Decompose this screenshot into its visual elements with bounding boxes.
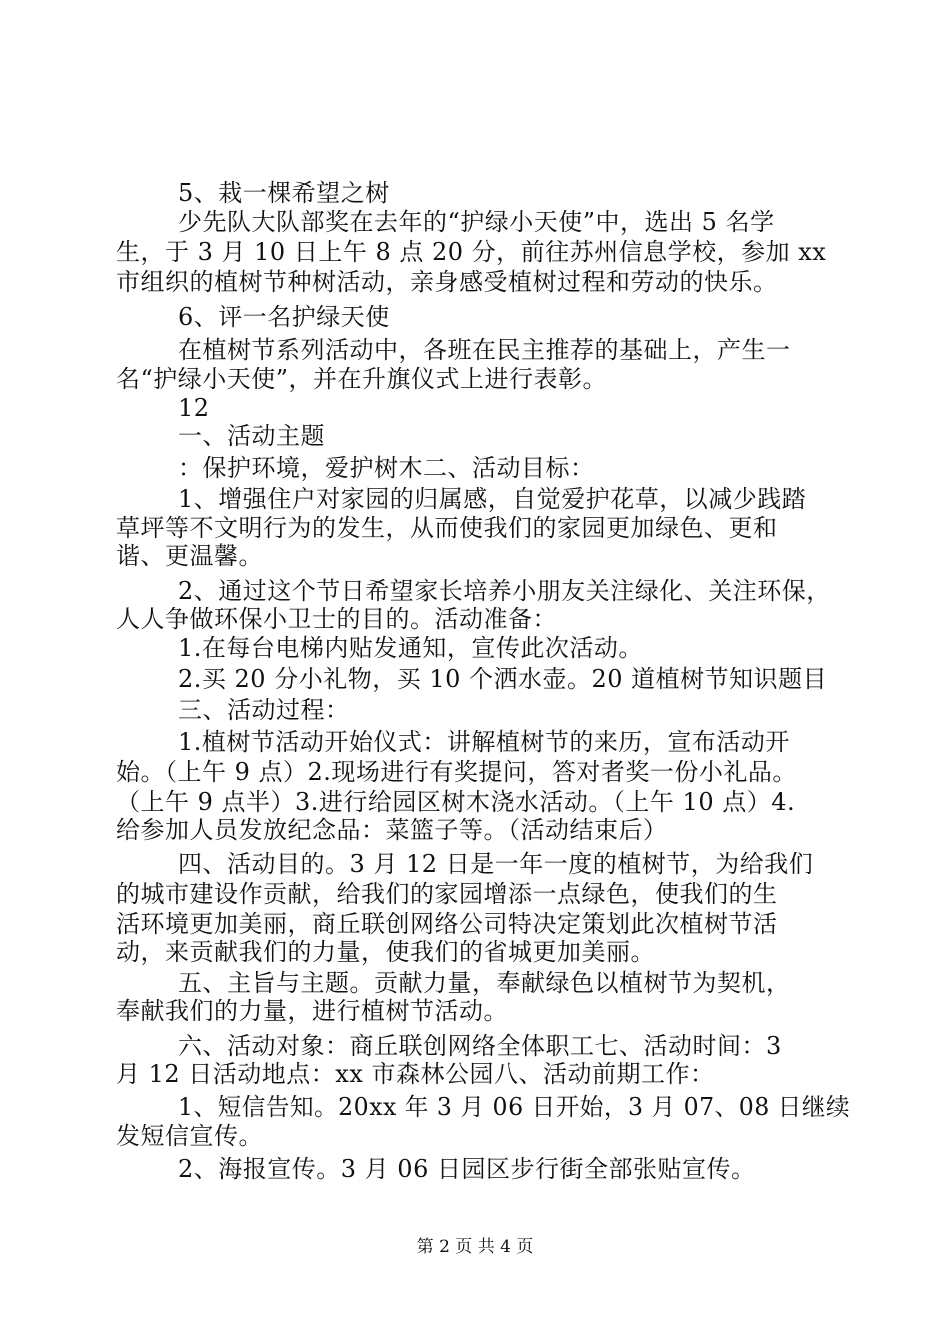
text-line: 1、增强住户对家园的归属感，自觉爱护花草，以减少践踏 [178, 485, 807, 513]
text-line: 草坪等不文明行为的发生，从而使我们的家园更加绿色、更和 [116, 514, 778, 542]
text-line: 始。（上午 9 点）2.现场进行有奖提问，答对者奖一份小礼品。 [116, 758, 797, 786]
text-line: 三、活动过程： [178, 696, 350, 724]
text-line: 2、通过这个节日希望家长培养小朋友关注绿化、关注环保， [178, 577, 831, 605]
text-line: 四、活动目的。3 月 12 日是一年一度的植树节，为给我们 [178, 850, 814, 878]
text-line: 一、活动主题 [178, 422, 325, 450]
text-line: 的城市建设作贡献，给我们的家园增添一点绿色，使我们的生 [116, 880, 778, 908]
text-line: ：保护环境，爱护树木二、活动目标： [178, 454, 595, 482]
text-line: 5、栽一棵希望之树 [178, 179, 390, 207]
text-line: 2.买 20 分小礼物，买 10 个洒水壶。20 道植树节知识题目 [178, 665, 828, 693]
text-line: 2、海报宣传。3 月 06 日园区步行街全部张贴宣传。 [178, 1155, 756, 1183]
text-line: 奉献我们的力量，进行植树节活动。 [116, 997, 508, 1025]
text-line: 名“护绿小天使”，并在升旗仪式上进行表彰。 [116, 365, 608, 393]
text-line: 1.植树节活动开始仪式：讲解植树节的来历，宣布活动开 [178, 728, 790, 756]
text-line: 谐、更温馨。 [116, 542, 263, 570]
text-line: 六、活动对象：商丘联创网络全体职工七、活动时间：3 [178, 1032, 782, 1060]
text-line: 12 [178, 394, 210, 422]
text-line: 动，来贡献我们的力量，使我们的省城更加美丽。 [116, 938, 655, 966]
text-line: 生，于 3 月 10 日上午 8 点 20 分，前往苏州信息学校，参加 xx [116, 238, 827, 266]
text-line: 6、评一名护绿天使 [178, 303, 390, 331]
text-line: 人人争做环保小卫士的目的。活动准备： [116, 605, 557, 633]
text-line: 给参加人员发放纪念品：菜篮子等。（活动结束后） [116, 816, 668, 844]
page-footer: 第 2 页 共 4 页 [416, 1237, 534, 1257]
text-line: 活环境更加美丽，商丘联创网络公司特决定策划此次植树节活 [116, 910, 778, 938]
text-line: 五、主旨与主题。贡献力量，奉献绿色以植树节为契机， [178, 969, 791, 997]
text-line: 月 12 日活动地点：xx 市森林公园八、活动前期工作： [116, 1060, 715, 1088]
text-line: 发短信宣传。 [116, 1122, 263, 1150]
text-line: 1、短信告知。20xx 年 3 月 06 日开始，3 月 07、08 日继续 [178, 1093, 851, 1121]
text-line: 少先队大队部奖在去年的“护绿小天使”中，选出 5 名学 [178, 208, 775, 236]
text-line: 1.在每台电梯内贴发通知，宣传此次活动。 [178, 634, 643, 662]
text-line: 在植树节系列活动中，各班在民主推荐的基础上，产生一 [178, 336, 791, 364]
text-line: （上午 9 点半）3.进行给园区树木浇水活动。（上午 10 点）4. [116, 788, 796, 816]
text-line: 市组织的植树节种树活动，亲身感受植树过程和劳动的快乐。 [116, 268, 778, 296]
